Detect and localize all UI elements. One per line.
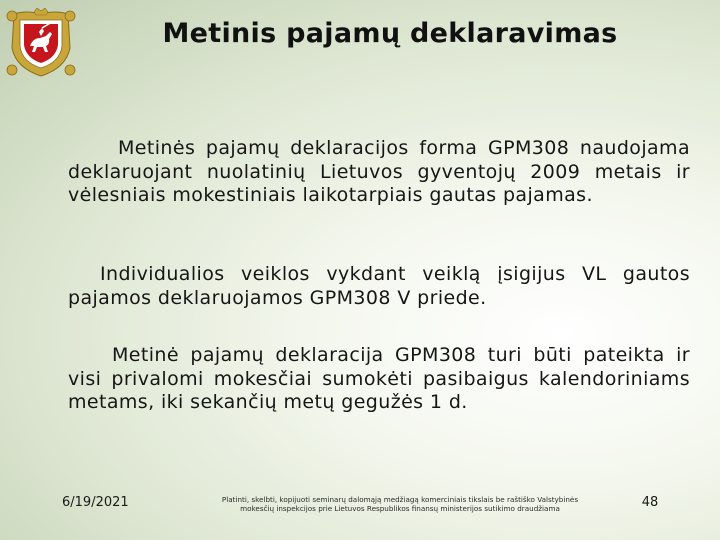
page-title: Metinis pajamų deklaravimas [162,18,618,49]
lithuanian-coat-of-arms-icon [6,8,76,78]
paragraph-deadline: Metinė pajamų deklaracija GPM308 turi būti pateikta ir visi privalomi mokesčiai sumokėti pasibaigus kalendoriniams metams, iki sekančių metų gegužės 1 d. [68,344,690,413]
paragraph-gpm308-form: Metinės pajamų deklaracijos forma GPM308 naudojama deklaruojant nuolatinių Lietuvos gyventojų 2009 metais ir vėlesniais mokestiniais laikotarpiais gautas pajamas. [68,137,690,206]
footer-note-line-2: mokesčių inspekcijos prie Lietuvos Respublikos finansų ministerijos sutikimo draudžiama [240,504,560,513]
footer-copyright-note [190,495,610,513]
footer-note-line-1: Platinti, skelbti, kopijuoti seminarų dalomąją medžiagą komerciniais tikslais be raštiško Valstybinės [221,495,579,504]
paragraph-individual-activity: Individualios veiklos vykdant veiklą įsigijus VL gautos pajamos deklaruojamos GPM308 V priede. [68,263,690,309]
footer-date: 6/19/2021 [62,495,129,510]
page-number: 48 [641,495,659,510]
